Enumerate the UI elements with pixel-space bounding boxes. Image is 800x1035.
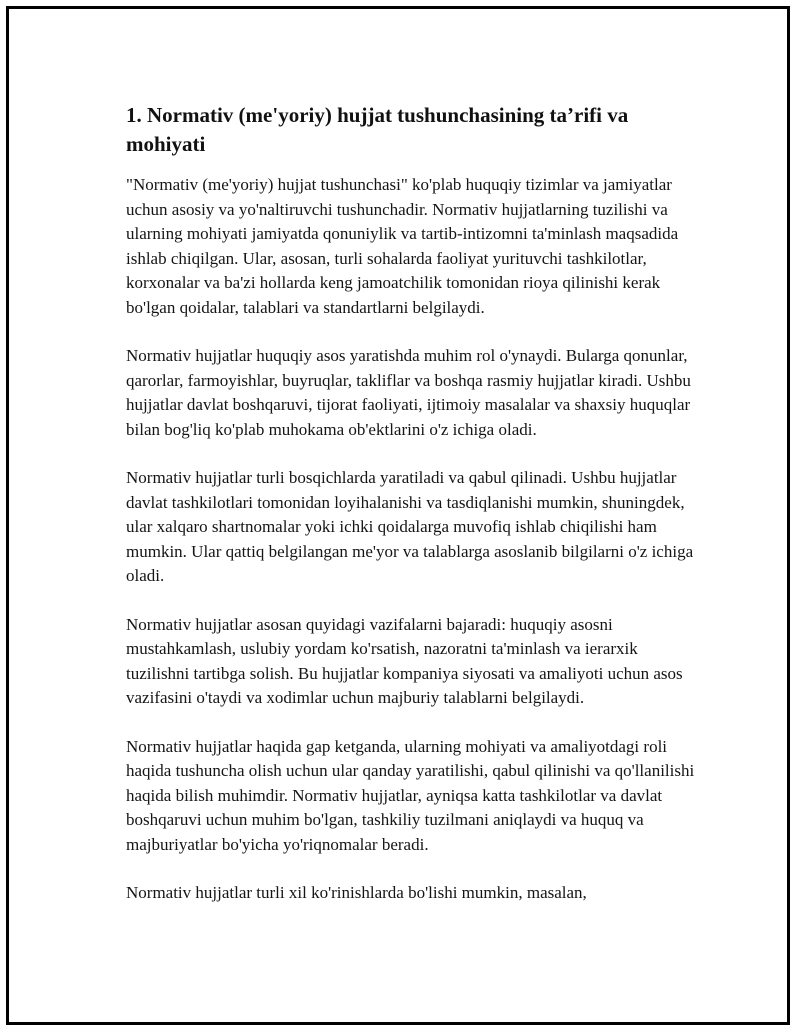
paragraph-forms: Normativ hujjatlar turli xil ko'rinishlarda bo'lishi mumkin, masalan, (126, 883, 587, 902)
paragraph-functions: Normativ hujjatlar asosan quyidagi vazifalarni bajaradi: huquqiy asosni mustahkamlash, uslubiy yordam ko'rsatish, nazoratni ta'minlash va ierarxik tuzilishni tartibga solish. Bu hujjatlar kompaniya siyosati va amaliyoti uchun asos vazifasini o'taydi va xodimlar uchun majburiy talablarni belgilaydi. (126, 614, 683, 707)
paragraph-legal-basis: Normativ hujjatlar huquqiy asos yaratishda muhim rol o'ynaydi. Bularga qonunlar, qarorlar, farmoyishlar, buyruqlar, takliflar va boshqa rasmiy hujjatlar kiradi. Ushbu hujjatlar davlat boshqaruvi, tijorat faoliyati, ijtimoiy masalalar va shaxsiy huquqlar bilan bog'liq ko'plab muhokama ob'ektlarini o'z ichiga oladi. (126, 346, 691, 439)
page-frame (6, 6, 790, 1025)
section-heading: 1. Normativ (me'yoriy) hujjat tushunchasining ta’rifi va mohiyati (126, 103, 629, 156)
paragraph-definition: "Normativ (me'yoriy) hujjat tushunchasi" ko'plab huquqiy tizimlar va jamiyatlar uchun asosiy va yo'naltiruvchi tushunchadir. Normativ hujjatlarning tuzilishi va ularning mohiyati jamiyatda qonuniylik va tartib-intizomni ta'minlash maqsadida ishlab chiqilgan. Ular, asosan, turli sohalarda faoliyat yurituvchi tashkilotlar, korxonalar va ba'zi hollarda keng jamoatchilik tomonidan rioya qilinishi kerak bo'lgan qoidalar, talablari va standartlarni belgilaydi. (126, 175, 679, 317)
paragraph-adoption-stages: Normativ hujjatlar turli bosqichlarda yaratiladi va qabul qilinadi. Ushbu hujjatlar davlat tashkilotlari tomonidan loyihalanishi va tasdiqlanishi mumkin, shuningdek, ular xalqaro shartnomalar yoki ichki qoidalarga muvofiq ishlab chiqilishi ham mumkin. Ular qattiq belgilangan me'yor va talablarga asoslanib bilgilarni o'z ichiga oladi. (126, 468, 694, 585)
paragraph-practical-role: Normativ hujjatlar haqida gap ketganda, ularning mohiyati va amaliyotdagi roli haqida tushuncha olish uchun ular qanday yaratilishi, qabul qilinishi va qo'llanilishi haqida bilish muhimdir. Normativ hujjatlar, ayniqsa katta tashkilotlar va davlat boshqaruvi uchun muhim bo'lgan, tashkiliy tuzilmani aniqlaydi va huquq va majburiyatlar bo'yicha yo'riqnomalar beradi. (126, 736, 695, 854)
document-body (126, 101, 696, 930)
